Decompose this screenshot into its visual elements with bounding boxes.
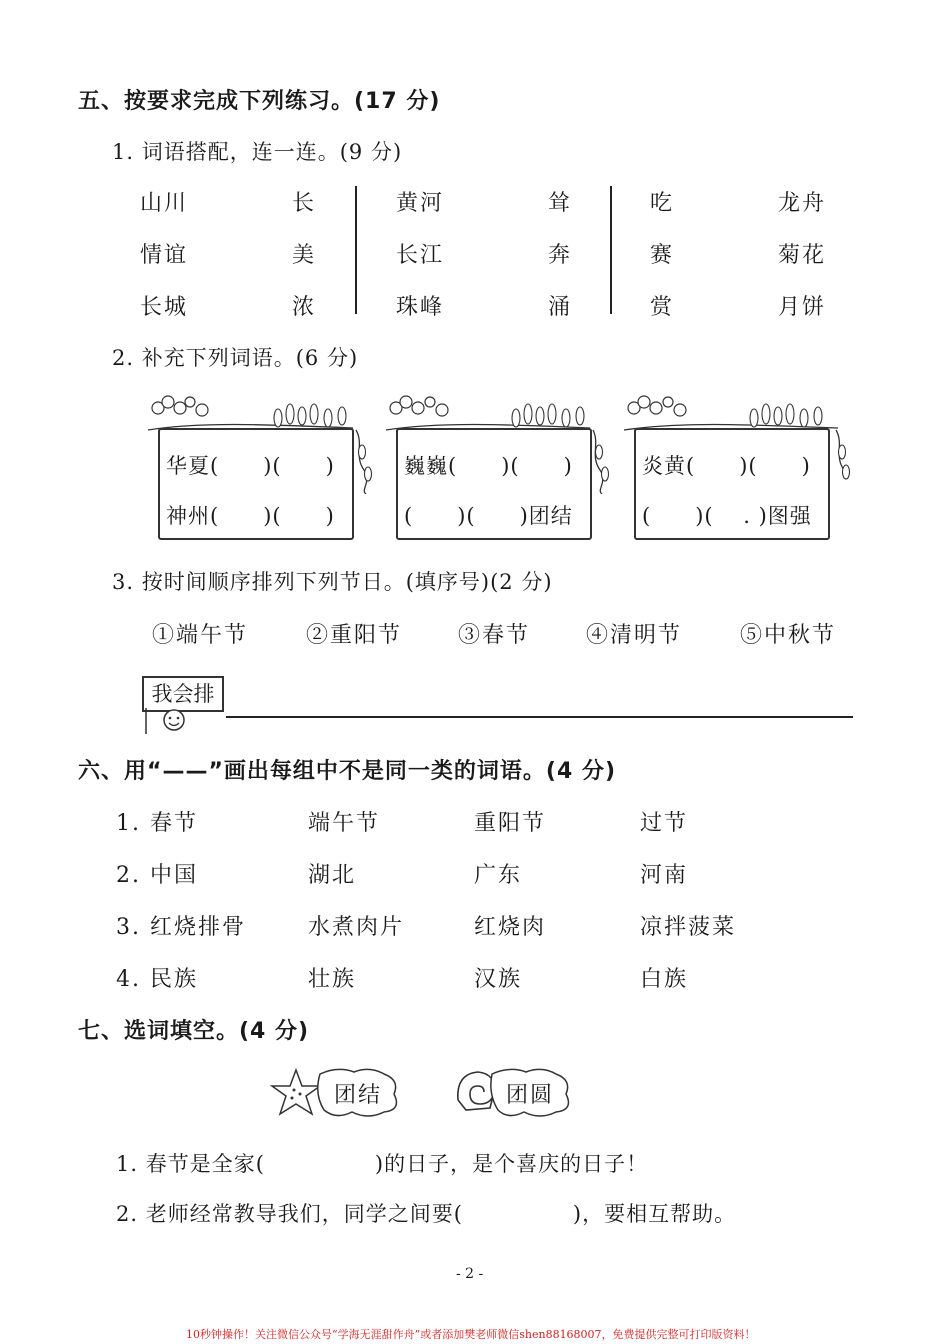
word-cell: 壮族 (308, 967, 357, 992)
match-left-word: 情谊 (140, 243, 189, 268)
word-cell: 3. 红烧排骨 (116, 915, 246, 940)
festival-item: ③春节 (458, 623, 531, 648)
page-number: - 2 - (456, 1266, 484, 1282)
match-left-word: 珠峰 (396, 295, 445, 320)
festival-item: ⑤中秋节 (740, 623, 837, 648)
match-left-word: 黄河 (396, 191, 445, 216)
idiom-row: ( )( . )图强 (642, 504, 812, 528)
group-divider (610, 186, 612, 314)
match-left-word: 赏 (650, 295, 675, 320)
idiom-row: 炎黄( )( ) (642, 454, 811, 478)
q3-title: 3. 按时间顺序排列下列节日。(填序号)(2 分) (112, 570, 553, 594)
word-cell: 水煮肉片 (308, 915, 405, 940)
match-left-word: 吃 (650, 191, 675, 216)
group-divider (355, 186, 357, 314)
section-5-title: 五、按要求完成下列练习。(17 分) (78, 89, 441, 114)
word-cell: 汉族 (474, 967, 523, 992)
word-cell: 重阳节 (474, 811, 547, 836)
fill-sentence-1: 1. 春节是全家( )的日子，是个喜庆的日子！ (116, 1152, 649, 1176)
answer-line (226, 716, 853, 718)
match-right-word: 涌 (548, 295, 573, 320)
q2-title: 2. 补充下列词语。(6 分) (112, 346, 359, 370)
match-right-word: 龙舟 (778, 191, 827, 216)
word-cell: 湖北 (308, 863, 357, 888)
match-left-word: 长城 (140, 295, 189, 320)
festival-item: ④清明节 (586, 623, 683, 648)
word-cell: 红烧肉 (474, 915, 547, 940)
match-right-word: 长 (292, 191, 317, 216)
match-right-word: 美 (292, 243, 317, 268)
idiom-row: 华夏( )( ) (166, 454, 335, 478)
word-cell: 4. 民族 (116, 967, 198, 992)
sign-label: 我会排 (142, 676, 224, 712)
word-cell: 白族 (640, 967, 689, 992)
idiom-box-3 (634, 428, 830, 540)
word-cell: 端午节 (308, 811, 381, 836)
match-left-word: 长江 (396, 243, 445, 268)
match-right-word: 月饼 (778, 295, 827, 320)
match-right-word: 菊花 (778, 243, 827, 268)
fill-sentence-2: 2. 老师经常教导我们，同学之间要( )，要相互帮助。 (116, 1202, 737, 1226)
festival-item: ①端午节 (152, 623, 249, 648)
q1-title: 1. 词语搭配，连一连。(9 分) (112, 140, 403, 164)
word-cell: 2. 中国 (116, 863, 198, 888)
word-cell: 河南 (640, 863, 689, 888)
match-right-word: 耸 (548, 191, 573, 216)
idiom-row: ( )( )团结 (404, 504, 573, 528)
word-option: 团圆 (506, 1083, 555, 1108)
word-option: 团结 (334, 1083, 383, 1108)
idiom-box-2 (396, 428, 592, 540)
festival-item: ②重阳节 (306, 623, 403, 648)
word-cell: 1. 春节 (116, 811, 198, 836)
section-6-title: 六、用“——”画出每组中不是同一类的词语。(4 分) (78, 759, 616, 784)
smiley-face-icon (142, 708, 192, 736)
section-7-title: 七、选词填空。(4 分) (78, 1019, 310, 1044)
idiom-row: 巍巍( )( ) (404, 454, 573, 478)
word-cell: 过节 (640, 811, 689, 836)
match-left-word: 山川 (140, 191, 189, 216)
word-cell: 广东 (474, 863, 523, 888)
idiom-row: 神州( )( ) (166, 504, 335, 528)
match-left-word: 赛 (650, 243, 675, 268)
idiom-box-1 (158, 428, 354, 540)
word-cell: 凉拌菠菜 (640, 915, 737, 940)
match-right-word: 浓 (292, 295, 317, 320)
footer-notice: 10秒钟操作！关注微信公众号“学海无涯甜作舟”或者添加樊老师微信shen88168007，免费提供完整可打印版资料！ (186, 1328, 756, 1341)
match-right-word: 奔 (548, 243, 573, 268)
